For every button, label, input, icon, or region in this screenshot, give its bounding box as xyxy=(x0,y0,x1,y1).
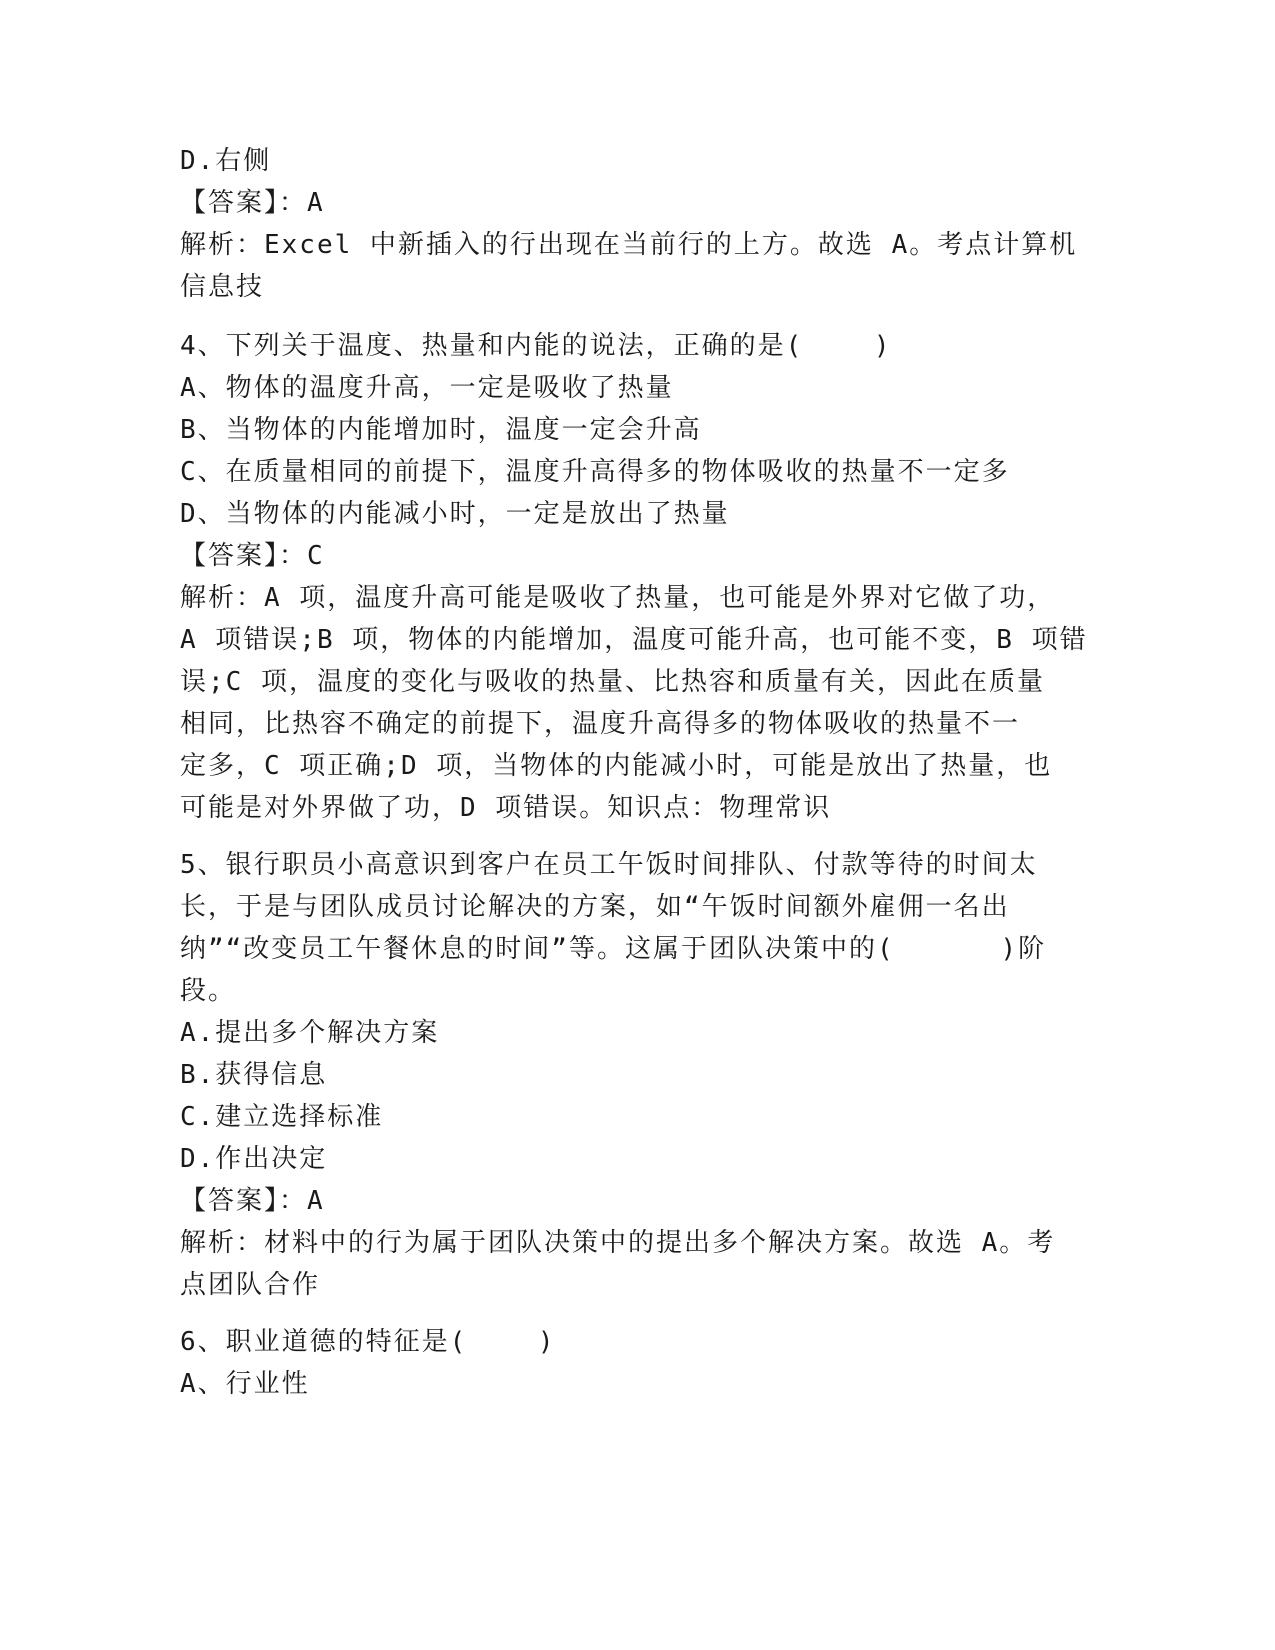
q6-stem: 6、职业道德的特征是( ) xyxy=(180,1327,556,1357)
q5-option-b: B.获得信息 xyxy=(180,1060,328,1090)
q5-stem-line-4: 段。 xyxy=(180,976,237,1006)
q5-stem-line-3: 纳”“改变员工午餐休息的时间”等。这属于团队决策中的( )阶 xyxy=(180,934,1047,964)
q4-analysis-line-6: 可能是对外界做了功，D 项错误。知识点：物理常识 xyxy=(180,793,832,823)
q4-option-a: A、物体的温度升高，一定是吸收了热量 xyxy=(180,373,674,403)
q4-option-b: B、当物体的内能增加时，温度一定会升高 xyxy=(180,415,702,445)
q4-analysis-line-2: A 项错误;B 项，物体的内能增加，温度可能升高，也可能不变，B 项错 xyxy=(180,625,1088,655)
q3-analysis-line-1: 解析：Excel 中新插入的行出现在当前行的上方。故选 A。考点计算机 xyxy=(180,230,1078,260)
q4-stem: 4、下列关于温度、热量和内能的说法，正确的是( ) xyxy=(180,331,892,361)
q5-analysis-line-1: 解析：材料中的行为属于团队决策中的提出多个解决方案。故选 A。考 xyxy=(180,1228,1056,1258)
q4-analysis-line-1: 解析：A 项，温度升高可能是吸收了热量，也可能是外界对它做了功， xyxy=(180,583,1056,613)
q4-answer: 【答案】：C xyxy=(180,541,325,571)
q4-analysis-line-5: 定多，C 项正确;D 项，当物体的内能减小时，可能是放出了热量，也 xyxy=(180,751,1053,781)
q5-answer: 【答案】：A xyxy=(180,1186,325,1216)
q4-analysis-line-4: 相同，比热容不确定的前提下，温度升高得多的物体吸收的热量不一 xyxy=(180,709,1021,739)
q5-analysis-line-2: 点团队合作 xyxy=(180,1270,321,1300)
q5-option-d: D.作出决定 xyxy=(180,1144,328,1174)
q3-analysis-line-2: 信息技 xyxy=(180,272,265,302)
q5-option-a: A.提出多个解决方案 xyxy=(180,1018,440,1048)
q4-analysis-line-3: 误;C 项，温度的变化与吸收的热量、比热容和质量有关，因此在质量 xyxy=(180,667,1045,697)
q3-option-d: D.右侧 xyxy=(180,146,272,176)
q5-stem-line-1: 5、银行职员小高意识到客户在员工午饭时间排队、付款等待的时间太 xyxy=(180,850,1038,880)
q6-option-a: A、行业性 xyxy=(180,1369,310,1399)
q4-option-d: D、当物体的内能减小时，一定是放出了热量 xyxy=(180,499,730,529)
q5-option-c: C.建立选择标准 xyxy=(180,1102,384,1132)
q5-stem-line-2: 长，于是与团队成员讨论解决的方案，如“午饭时间额外雇佣一名出 xyxy=(180,892,1010,922)
q4-option-c: C、在质量相同的前提下，温度升高得多的物体吸收的热量不一定多 xyxy=(180,457,1010,487)
q3-answer: 【答案】：A xyxy=(180,188,325,218)
